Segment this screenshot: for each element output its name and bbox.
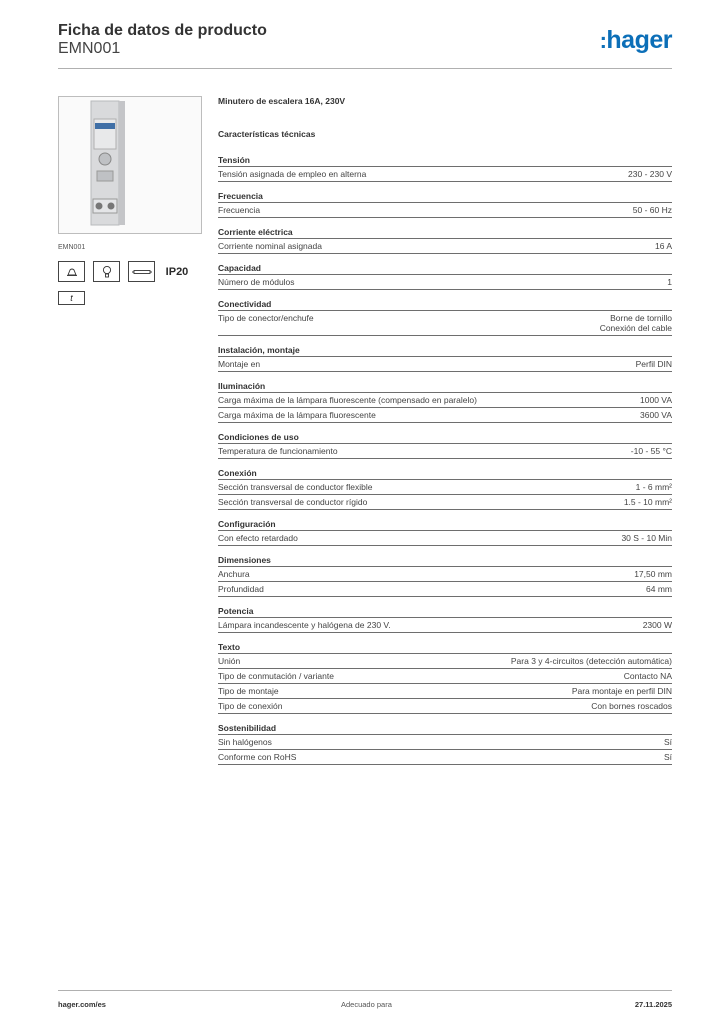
spec-group [218, 263, 672, 290]
spec-row [218, 167, 672, 182]
spec-group [218, 519, 672, 546]
image-caption: EMN001 [58, 244, 86, 251]
spec-group [218, 432, 672, 459]
spec-value: 30 S - 10 Min [621, 533, 672, 543]
spec-value: 230 - 230 V [628, 169, 672, 179]
spec-value: Para montaje en perfil DIN [571, 686, 672, 696]
spec-value: 1.5 - 10 mm² [623, 497, 672, 507]
spec-group-title: Frecuencia [218, 191, 672, 203]
spec-row [218, 480, 672, 495]
spec-group-title: Iluminación [218, 381, 672, 393]
spec-row [218, 495, 672, 510]
spec-row [218, 239, 672, 254]
spec-value: 17,50 mm [634, 569, 672, 579]
spec-groups [218, 155, 672, 765]
spec-label: Corriente nominal asignada [218, 241, 322, 251]
spec-value: Para 3 y 4-circuitos (detección automática) [510, 656, 672, 666]
spec-row [218, 699, 672, 714]
spec-label: Lámpara incandescente y halógena de 230 V. [218, 620, 391, 630]
spec-label: Sin halógenos [218, 737, 272, 747]
spec-group-title: Corriente eléctrica [218, 227, 672, 239]
spec-value: 50 - 60 Hz [632, 205, 672, 215]
spec-group [218, 642, 672, 714]
spec-group [218, 227, 672, 254]
spec-row [218, 408, 672, 423]
spec-group [218, 555, 672, 597]
spec-row [218, 393, 672, 408]
spec-label: Anchura [218, 569, 250, 579]
spec-row [218, 275, 672, 290]
spec-value: Sí [663, 752, 672, 762]
spec-group-title: Texto [218, 642, 672, 654]
spec-value: Sí [663, 737, 672, 747]
spec-group-title: Conectividad [218, 299, 672, 311]
spec-row [218, 311, 672, 336]
technical-data [218, 96, 672, 774]
spec-value: 64 mm [646, 584, 672, 594]
spec-group-title: Sostenibilidad [218, 723, 672, 735]
spec-row [218, 567, 672, 582]
spec-group-title: Tensión [218, 155, 672, 167]
spec-group-title: Potencia [218, 606, 672, 618]
spec-row [218, 582, 672, 597]
spec-row [218, 203, 672, 218]
spec-label: Conforme con RoHS [218, 752, 297, 762]
spec-value: Contacto NA [623, 671, 672, 681]
spec-value: 2300 W [642, 620, 672, 630]
product-sidebar [58, 96, 202, 305]
timer-icon: t [58, 291, 85, 305]
spec-value: Perfil DIN [635, 359, 672, 369]
spec-group [218, 155, 672, 182]
spec-label: Tensión asignada de empleo en alterna [218, 169, 367, 179]
spec-label: Tipo de montaje [218, 686, 279, 696]
spec-label: Tipo de conexión [218, 701, 283, 711]
spec-value: 1 [667, 277, 672, 287]
spec-group [218, 723, 672, 765]
spec-row [218, 357, 672, 372]
spec-value: 3600 VA [640, 410, 672, 420]
spec-group [218, 299, 672, 336]
section-heading: Características técnicas [218, 129, 316, 139]
product-code: EMN001 [58, 40, 121, 57]
spec-group-title: Instalación, montaje [218, 345, 672, 357]
spec-row [218, 684, 672, 699]
spec-row [218, 750, 672, 765]
spec-row [218, 735, 672, 750]
product-illustration [59, 97, 201, 233]
footer-date: 27.11.2025 [634, 1000, 672, 1009]
spec-label: Con efecto retardado [218, 533, 298, 543]
spec-label: Temperatura de funcionamiento [218, 446, 338, 456]
spec-group-title: Condiciones de uso [218, 432, 672, 444]
spec-group-title: Dimensiones [218, 555, 672, 567]
spec-group [218, 191, 672, 218]
spec-row [218, 669, 672, 684]
spec-label: Número de módulos [218, 277, 295, 287]
document-title: Ficha de datos de producto [58, 22, 267, 39]
spec-row [218, 531, 672, 546]
spec-group-title: Configuración [218, 519, 672, 531]
spec-label: Tipo de conmutación / variante [218, 671, 334, 681]
spec-group-title: Capacidad [218, 263, 672, 275]
feature-icons-row-2 [58, 291, 202, 305]
spec-group [218, 345, 672, 372]
spec-row [218, 618, 672, 633]
spec-label: Profundidad [218, 584, 264, 594]
ip-rating-badge: IP20 [165, 265, 189, 278]
spec-group [218, 468, 672, 510]
footer-middle-text: Adecuado para [341, 1000, 392, 1009]
document-footer [58, 990, 672, 1009]
bell-icon [58, 261, 85, 282]
spec-label: Frecuencia [218, 205, 261, 215]
hager-logo: :hager [599, 26, 672, 54]
feature-icons [58, 261, 202, 282]
spec-value: 16 A [654, 241, 672, 251]
spec-row [218, 444, 672, 459]
fluorescent-tube-icon [128, 261, 155, 282]
spec-label: Carga máxima de la lámpara fluorescente (compensado en paralelo) [218, 395, 477, 405]
header-divider [58, 68, 672, 69]
spec-row [218, 654, 672, 669]
logo-text: hager [606, 26, 672, 54]
lamp-icon [93, 261, 120, 282]
spec-value: 1000 VA [640, 395, 672, 405]
spec-label: Tipo de conector/enchufe [218, 313, 314, 323]
spec-label: Carga máxima de la lámpara fluorescente [218, 410, 376, 420]
spec-value: Borne de tornillo Conexión del cable [599, 313, 672, 333]
product-image [58, 96, 202, 234]
spec-value: 1 - 6 mm² [635, 482, 672, 492]
spec-label: Sección transversal de conductor flexible [218, 482, 373, 492]
footer-website: hager.com/es [58, 1000, 106, 1009]
spec-group [218, 606, 672, 633]
spec-value: Con bornes roscados [591, 701, 672, 711]
spec-group [218, 381, 672, 423]
spec-value: -10 - 55 °C [630, 446, 672, 456]
product-name: Minutero de escalera 16A, 230V [218, 96, 346, 106]
spec-label: Montaje en [218, 359, 261, 369]
document-header [58, 22, 672, 70]
spec-label: Sección transversal de conductor rígido [218, 497, 368, 507]
spec-group-title: Conexión [218, 468, 672, 480]
spec-label: Unión [218, 656, 241, 666]
